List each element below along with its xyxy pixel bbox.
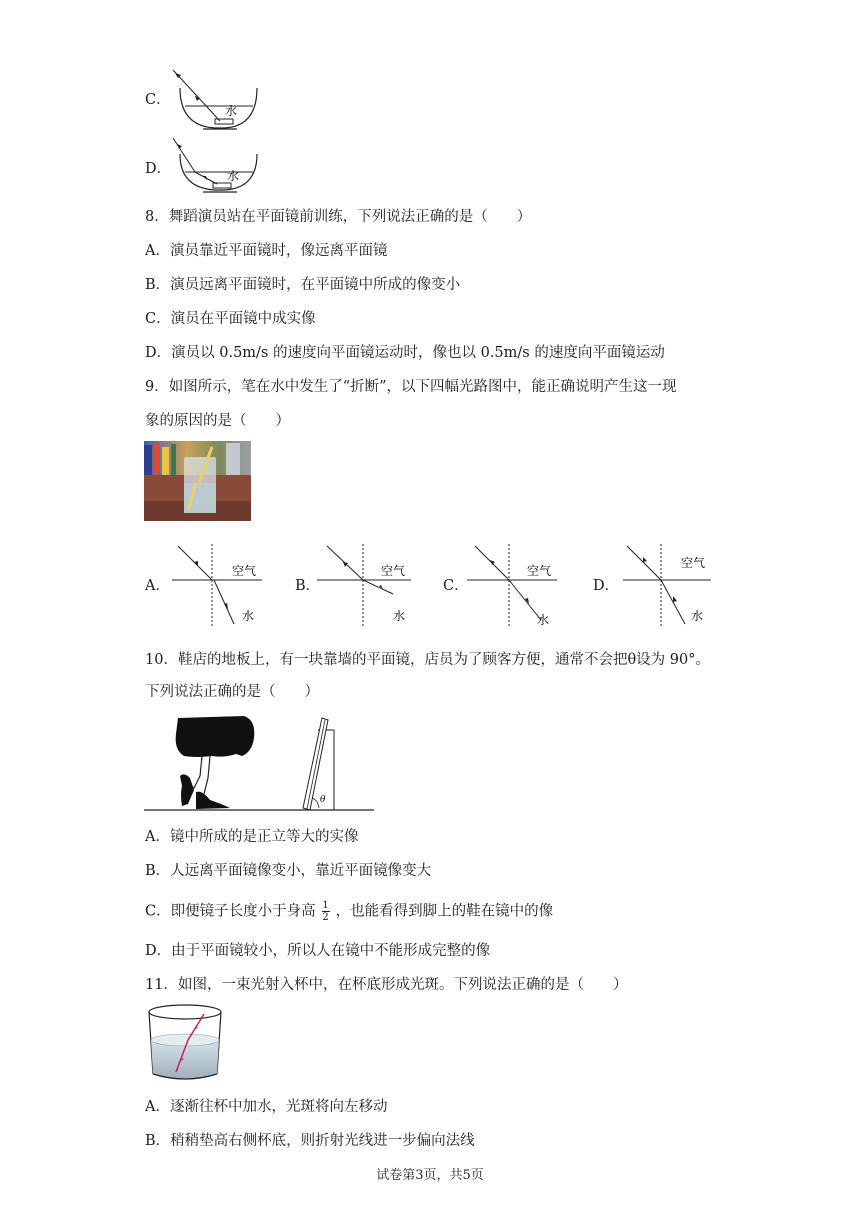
q10-option-c xyxy=(145,900,553,923)
q9-option-a-figure xyxy=(170,542,265,627)
q7-d-water-label: 水 xyxy=(227,169,240,183)
q9-option-b-figure xyxy=(315,542,415,627)
q10-option-d: D．由于平面镜较小，所以人在镜中不能形成完整的像 xyxy=(145,943,491,959)
pencil-in-water-photo xyxy=(144,441,251,521)
q10-option-c-after: ，也能看得到脚上的鞋在镜中的像 xyxy=(335,903,554,920)
theta-label: θ xyxy=(320,795,326,805)
q10-option-b: B．人远离平面镜像变小，靠近平面镜像变大 xyxy=(145,863,432,879)
q8-option-b: B．演员远离平面镜时，在平面镜中所成的像变小 xyxy=(145,277,461,293)
q8-stem: 8．舞蹈演员站在平面镜前训练，下列说法正确的是（ ） xyxy=(145,209,532,225)
q10-stem-line2: 下列说法正确的是（ ） xyxy=(145,684,319,700)
q7-c-water-label: 水 xyxy=(225,104,238,118)
one-half-fraction: $\frac{1}{2}$ xyxy=(322,900,329,923)
q9-a-water-label: 水 xyxy=(242,609,255,623)
q9-b-air-label: 空气 xyxy=(381,564,406,578)
q9-c-water-label: 水 xyxy=(537,613,550,627)
q7-option-c-figure xyxy=(165,66,265,134)
q9-stem-line1: 9．如图所示，笔在水中发生了“折断”，以下四幅光路图中，能正确说明产生这一现 xyxy=(145,379,677,395)
shoe-store-mirror-figure xyxy=(144,714,376,812)
q8-option-d: D．演员以 0.5m/s 的速度向平面镜运动时，像也以 0.5m/s 的速度向平面镜运动 xyxy=(145,345,665,361)
q10-option-a: A．镜中所成的是正立等大的实像 xyxy=(145,829,359,845)
q10-option-c-before: C．即便镜子长度小于身高 xyxy=(145,903,316,920)
q9-option-c-label: C． xyxy=(443,578,469,594)
q9-d-air-label: 空气 xyxy=(681,556,706,570)
q9-a-air-label: 空气 xyxy=(232,564,257,578)
q9-option-d-label: D． xyxy=(593,578,620,594)
q9-option-d-figure xyxy=(615,542,715,627)
q11-stem: 11．如图，一束光射入杯中，在杯底形成光斑。下列说法正确的是（ ） xyxy=(145,977,628,993)
q9-option-c-figure xyxy=(465,542,560,627)
page-footer: 试卷第3页，共5页 xyxy=(376,1168,484,1183)
q11-option-b: B．稍稍垫高右侧杯底，则折射光线进一步偏向法线 xyxy=(145,1133,475,1149)
q7-option-c-label: C． xyxy=(145,92,171,108)
q9-d-water-label: 水 xyxy=(691,609,704,623)
q9-c-air-label: 空气 xyxy=(527,564,552,578)
q10-stem-line1: 10．鞋店的地板上，有一块靠墙的平面镜，店员为了顾客方便，通常不会把θ设为 90°。 xyxy=(145,652,710,668)
q11-option-a: A．逐渐往杯中加水，光斑将向左移动 xyxy=(145,1099,388,1115)
q7-option-d-figure xyxy=(165,136,265,198)
q9-option-a-label: A． xyxy=(145,578,170,594)
q8-option-c: C．演员在平面镜中成实像 xyxy=(145,311,316,327)
q8-option-a: A．演员靠近平面镜时，像远离平面镜 xyxy=(145,243,388,259)
q9-option-b-label: B． xyxy=(295,578,321,594)
q9-stem-line2: 象的原因的是（ ） xyxy=(145,413,290,429)
q9-b-water-label: 水 xyxy=(393,609,406,623)
q7-option-d-label: D． xyxy=(145,161,172,177)
cup-light-beam-figure xyxy=(144,1002,226,1086)
